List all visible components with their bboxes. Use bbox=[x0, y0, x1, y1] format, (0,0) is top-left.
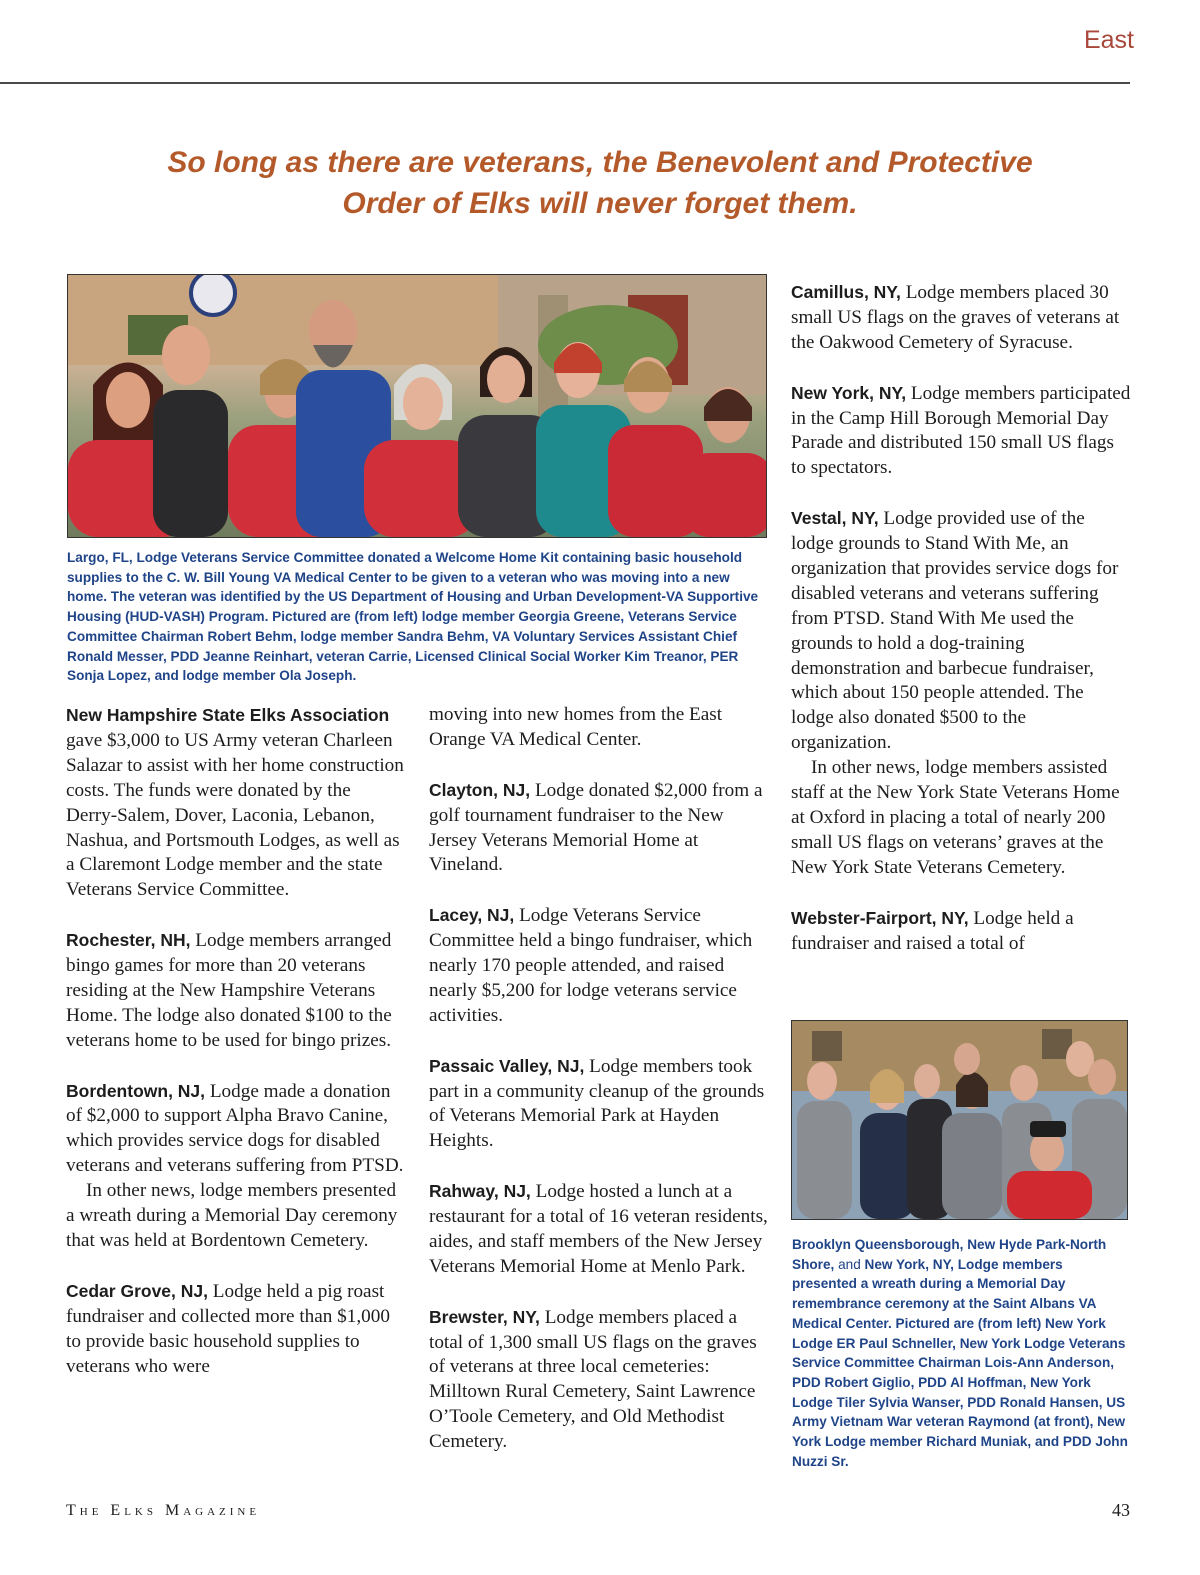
article-place: Passaic Valley, NJ, bbox=[429, 1055, 585, 1076]
article-cedar-grove-continued: moving into new homes from the East Orange VA Medical Center. bbox=[429, 704, 723, 750]
article-bordentown-continued: In other news, lodge members presented a wreath during a Memorial Day ceremony that was held at Bordentown Cemetery. bbox=[66, 1180, 398, 1251]
article-text: Lodge hosted a lunch at a restaurant for a total of 16 veteran residents, aides, and staff members of the New Jersey Veterans Memorial Home at Menlo Park. bbox=[429, 1181, 768, 1277]
article-place: Camillus, NY, bbox=[791, 282, 901, 302]
article-vestal bbox=[791, 506, 1131, 756]
brooklyn-photo-illustration bbox=[792, 1021, 1127, 1219]
article-vestal-continued: In other news, lodge members assisted staff at the New York State Veterans Home at Oxford in placing a total of nearly 200 small US flags on veterans’ graves at the New York State Veterans Cemetery. bbox=[791, 757, 1120, 878]
article-passaic-valley bbox=[429, 1054, 769, 1155]
article-new-york bbox=[791, 381, 1131, 482]
article-camillus bbox=[791, 280, 1131, 356]
article-place: Brewster, NY, bbox=[429, 1306, 540, 1327]
article-text: Lodge donated $2,000 from a golf tournament fundraiser to the New Jersey Veterans Memorial Home at Vineland. bbox=[429, 779, 763, 876]
largo-photo-illustration bbox=[68, 275, 766, 537]
article-new-hampshire bbox=[66, 703, 406, 903]
article-text: Lodge members participated in the Camp Hill Borough Memorial Day Parade and distributed 150 small US flags to spectators. bbox=[791, 382, 1131, 479]
article-place: Cedar Grove, NJ, bbox=[66, 1280, 208, 1301]
page-number: 43 bbox=[1112, 1500, 1130, 1520]
article-text: Lodge members placed 30 small US flags on the graves of veterans at the Oakwood Cemetery of Syracuse. bbox=[791, 282, 1120, 353]
magazine-title: The Elks Magazine bbox=[66, 1502, 261, 1519]
section-label: East bbox=[1083, 26, 1134, 54]
article-text: Lodge made a donation of $2,000 to support Alpha Bravo Canine, which provides service dogs for disabled veterans and veterans suffering from PTSD. bbox=[66, 1080, 404, 1177]
article-place: New York, NY, bbox=[791, 382, 907, 403]
article-text: Lodge members took part in a community cleanup of the grounds of Veterans Memorial Park at Hayden Heights. bbox=[429, 1055, 765, 1152]
article-rochester bbox=[66, 928, 406, 1054]
article-place: Lacey, NJ, bbox=[429, 905, 515, 926]
article-place: Rahway, NJ, bbox=[429, 1181, 531, 1202]
article-rahway bbox=[429, 1179, 769, 1280]
article-text: Lodge members placed a total of 1,300 small US flags on the graves of veterans at three local cemeteries: Milltown Rural Cemetery, Saint Lawrence O’Toole Cemetery, and Old Methodist Cemetery. bbox=[429, 1306, 757, 1453]
article-lacey bbox=[429, 903, 769, 1029]
article-text: Lodge Veterans Service Committee held a bingo fundraiser, which nearly 170 people attended, and raised nearly $5,200 for lodge veterans service activities. bbox=[429, 905, 753, 1026]
article-place: Webster-Fairport, NY, bbox=[791, 907, 969, 928]
caption-text: Lodge members presented a wreath during a Memorial Day remembrance ceremony at the Saint Albans VA Medical Center. Pictured are (from left) New York Lodge ER Paul Schneller, New York Lodge Veterans Service Committee Chairman Lois-Ann Anderson, PDD Robert Giglio, PDD Al Hoffman, New York Lodge Tiler Sylvia Wanser, PDD Ronald Hansen, US Army Vietnam War veteran Raymond (at front), New York Lodge member Richard Muniak, and PDD John Nuzzi Sr. bbox=[792, 1256, 1128, 1469]
article-cedar-grove bbox=[66, 1279, 406, 1380]
article-text: Lodge members arranged bingo games for more than 20 veterans residing at the New Hampshire Veterans Home. The lodge also donated $100 to the veterans home to be used for bingo prizes. bbox=[66, 930, 392, 1051]
largo-photo-caption bbox=[67, 548, 767, 686]
brooklyn-photo-caption bbox=[792, 1235, 1130, 1471]
article-place: Clayton, NJ, bbox=[429, 779, 531, 800]
column-3 bbox=[791, 280, 1131, 956]
pull-quote: So long as there are veterans, the Benevolent and Protective Order of Elks will never forget them. bbox=[167, 146, 1033, 220]
caption-place-1: Brooklyn Queensborough, New Hyde Park-North Shore, bbox=[792, 1237, 1107, 1272]
header-rule bbox=[0, 82, 1130, 84]
largo-group-photo bbox=[67, 274, 767, 538]
caption-text: Lodge Veterans Service Committee donated a Welcome Home Kit containing basic household supplies to the C. W. Bill Young VA Medical Center to be given to a veteran who was moving into a new home. The veteran was identified by the US Department of Housing and Urban Development-VA Supportive Housing (HUD-VASH) Program. Pictured are (from left) lodge member Georgia Greene, Veterans Service Committee Chairman Robert Behm, lodge member Sandra Behm, VA Voluntary Services Assistant Chief Ronald Messer, PDD Jeanne Reinhart, veteran Carrie, Licensed Clinical Social Worker Kim Treanor, PER Sonja Lopez, and lodge member Ola Joseph. bbox=[67, 550, 759, 684]
brooklyn-group-photo bbox=[791, 1020, 1128, 1220]
article-text: Lodge held a pig roast fundraiser and collected more than $1,000 to provide basic household supplies to veterans who were bbox=[66, 1280, 390, 1377]
article-clayton bbox=[429, 778, 769, 879]
column-2 bbox=[429, 703, 769, 1455]
article-webster-fairport bbox=[791, 906, 1131, 957]
caption-place: Largo, FL, bbox=[67, 550, 133, 565]
article-text: Lodge provided use of the lodge grounds to Stand With Me, an organization that provides service dogs for disabled veterans and veterans suffering from PTSD. Stand With Me used the grounds to hold a dog-training demonstration and barbecue fundraiser, which about 150 people attended. The lodge also donated $500 to the organization. bbox=[791, 508, 1119, 754]
article-text: gave $3,000 to US Army veteran Charleen Salazar to assist with her home construction costs. The funds were donated by the Derry-Salem, Dover, Laconia, Lebanon, Nashua, and Portsmouth Lodges, as well as a Claremont Lodge member and the state Veterans Service Committee. bbox=[66, 729, 404, 901]
article-place: Bordentown, NJ, bbox=[66, 1080, 206, 1101]
article-bordentown bbox=[66, 1079, 406, 1180]
column-1 bbox=[66, 703, 406, 1379]
article-place: Vestal, NY, bbox=[791, 508, 879, 529]
article-text: Lodge held a fundraiser and raised a total of bbox=[791, 907, 1074, 954]
article-brewster bbox=[429, 1305, 769, 1455]
article-place: New Hampshire State Elks Association bbox=[66, 705, 390, 725]
caption-and: and bbox=[834, 1256, 865, 1272]
caption-place-2: New York, NY, bbox=[864, 1256, 954, 1272]
article-place: Rochester, NH, bbox=[66, 930, 191, 951]
